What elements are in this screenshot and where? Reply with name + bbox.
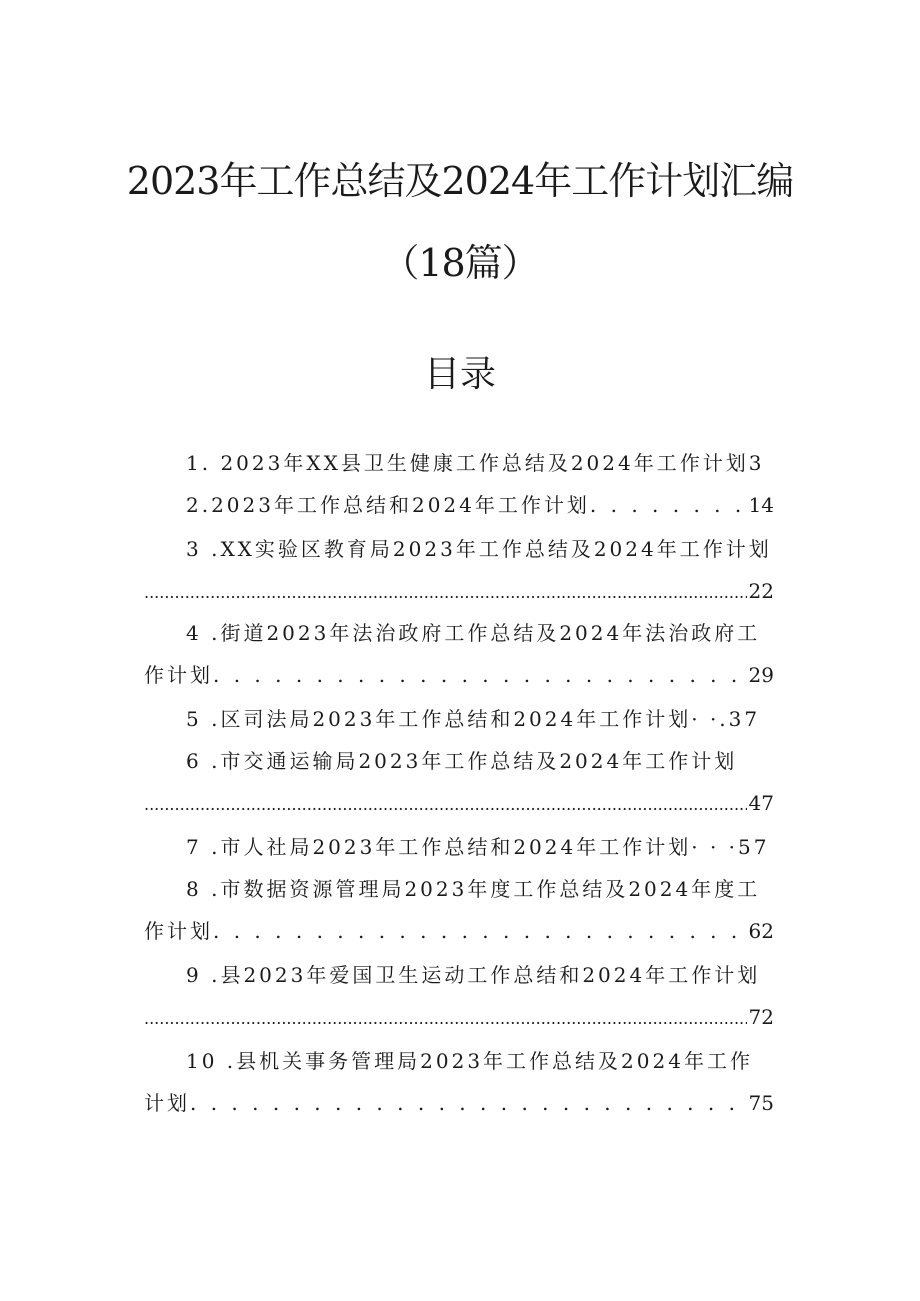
toc-entry-3-continuation[interactable] xyxy=(144,574,774,608)
toc-page-number: 29 xyxy=(748,663,774,687)
toc-entry-text: 2.2023年工作总结和2024年工作计划 xyxy=(186,493,590,517)
toc-entry-8-continuation[interactable] xyxy=(144,914,774,948)
toc-heading: 目录 xyxy=(423,354,496,395)
toc-entry-3[interactable] xyxy=(186,532,772,566)
toc-leader-dots xyxy=(144,788,747,822)
toc-entry-text: 6 .市交通运输局2023年工作总结及2024年工作计划 xyxy=(186,749,738,773)
toc-page-number: 72 xyxy=(748,1005,774,1029)
toc-entry-text: 1. 2023年XX县卫生健康工作总结及2024年工作计划3 xyxy=(186,451,765,475)
toc-page-number: 75 xyxy=(748,1091,774,1115)
toc-entry-8[interactable] xyxy=(186,872,760,906)
toc-entry-9[interactable] xyxy=(186,958,760,992)
toc-entry-text: 7 .市人社局2023年工作总结和2024年工作计划· · ·57 xyxy=(186,835,770,859)
toc-leader-dots xyxy=(213,914,747,948)
toc-leader-dots xyxy=(144,1002,747,1036)
toc-entry-6-continuation[interactable] xyxy=(144,786,774,820)
toc-leader-dots xyxy=(144,576,747,610)
toc-leader-dots xyxy=(590,488,747,522)
toc-entry-text: 8 .市数据资源管理局2023年度工作总结及2024年度工 xyxy=(186,877,761,901)
toc-entry-continuation-text: 计划 xyxy=(144,1091,190,1115)
toc-page-number: 47 xyxy=(748,791,774,815)
document-subtitle: （18篇） xyxy=(381,241,539,285)
toc-entry-7[interactable] xyxy=(186,830,769,864)
toc-entry-text: 5 .区司法局2023年工作总结和2024年工作计划· ·.37 xyxy=(186,707,761,731)
toc-entry-5[interactable] xyxy=(186,702,760,736)
toc-entry-text: 4 .街道2023年法治政府工作总结及2024年法治政府工 xyxy=(186,621,761,645)
toc-entry-continuation-text: 作计划 xyxy=(144,663,213,687)
toc-entry-2[interactable] xyxy=(186,488,774,522)
toc-entry-text: 10 .县机关事务管理局2023年工作总结及2024年工作 xyxy=(186,1049,753,1073)
toc-entry-9-continuation[interactable] xyxy=(144,1000,774,1034)
toc-entry-10-continuation[interactable] xyxy=(144,1086,774,1120)
document-title: 2023年工作总结及2024年工作计划汇编 xyxy=(126,159,794,203)
toc-entry-text: 9 .县2023年爱国卫生运动工作总结和2024年工作计划 xyxy=(186,963,761,987)
toc-entry-4[interactable] xyxy=(186,616,760,650)
toc-entry-continuation-text: 作计划 xyxy=(144,919,213,943)
toc-entry-1[interactable] xyxy=(186,446,764,480)
toc-entry-6[interactable] xyxy=(186,744,737,778)
toc-page-number: 62 xyxy=(748,919,774,943)
toc-entry-10[interactable] xyxy=(186,1044,753,1078)
toc-entry-text: 3 .XX实验区教育局2023年工作总结及2024年工作计划 xyxy=(186,537,772,561)
toc-leader-dots xyxy=(190,1086,747,1120)
toc-leader-dots xyxy=(213,658,747,692)
toc-page-number: 22 xyxy=(748,579,774,603)
toc-entry-4-continuation[interactable] xyxy=(144,658,774,692)
toc-page-number: 14 xyxy=(748,493,774,517)
